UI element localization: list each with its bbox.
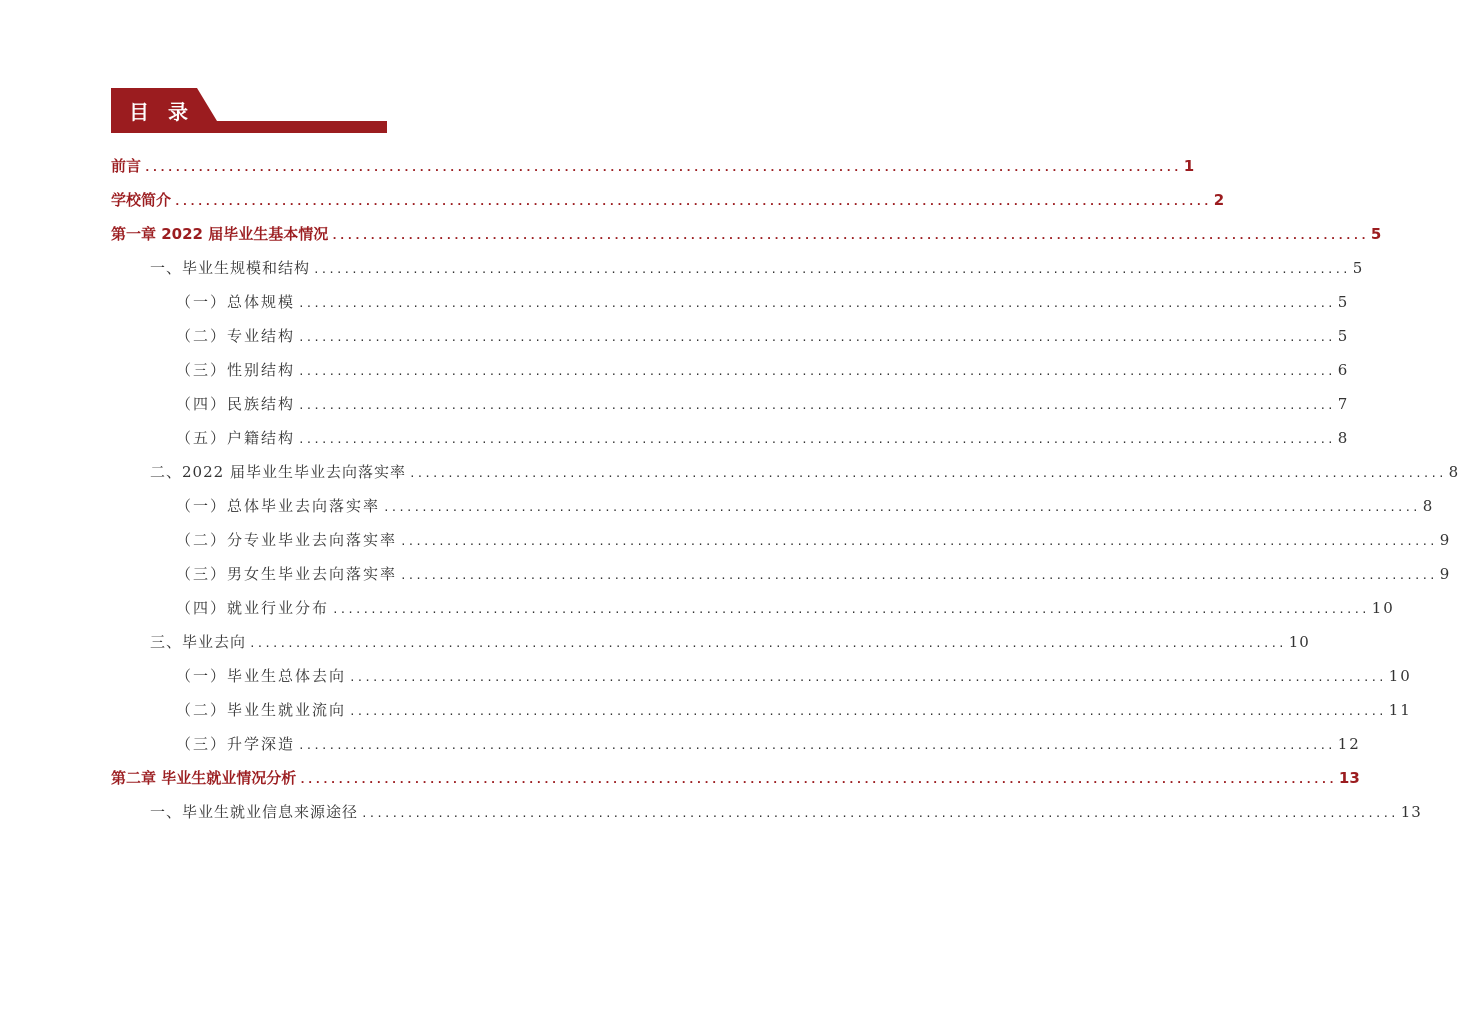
toc-entry-page: 6 [1337, 361, 1350, 379]
toc-leader-dots: ........................................................................................................................................ [298, 331, 1335, 344]
toc-entry-page: 5 [1337, 293, 1350, 311]
toc-entry-page: 5 [1352, 259, 1364, 277]
toc-entry-subsection[interactable] [176, 495, 1435, 517]
toc-entry-page: 10 [1388, 667, 1412, 685]
toc-leader-dots: ........................................................................................................................................ [298, 365, 1335, 378]
toc-entry-subsection[interactable] [176, 529, 1452, 551]
toc-entry-label: 第一章 2022 届毕业生基本情况 [111, 225, 329, 243]
toc-leader-dots: ........................................................................................................................................ [144, 161, 1181, 174]
toc-entry-page: 5 [1370, 225, 1382, 243]
toc-entry-subsection[interactable] [176, 665, 1412, 687]
toc-leader-dots: ........................................................................................................................................ [332, 603, 1369, 616]
toc-leader-dots: ........................................................................................................................................ [298, 433, 1335, 446]
toc-leader-dots: ........................................................................................................................................ [349, 705, 1386, 718]
toc-entry-section[interactable] [150, 801, 1422, 823]
toc-entry-subsection[interactable] [176, 359, 1350, 381]
toc-leader-dots: ........................................................................................................................................ [249, 637, 1286, 650]
toc-entry-label: （四）民族结构 [176, 395, 296, 413]
toc-entry-page: 5 [1337, 327, 1350, 345]
toc-entry-page: 10 [1371, 599, 1395, 617]
toc-entry-chapter-2[interactable] [111, 767, 1360, 789]
toc-entry-subsection[interactable] [176, 699, 1412, 721]
toc-entry-label: （二）分专业毕业去向落实率 [176, 531, 398, 549]
toc-entry-subsection[interactable] [176, 427, 1350, 449]
toc-leader-dots: ........................................................................................................................................ [361, 807, 1398, 820]
toc-entry-page: 7 [1337, 395, 1350, 413]
toc-entry-label: 二、2022 届毕业生毕业去向落实率 [150, 463, 406, 481]
toc-leader-dots: ........................................................................................................................................ [408, 467, 1446, 480]
toc-entry-label: 一、毕业生就业信息来源途径 [150, 803, 359, 821]
toc-entry-subsection[interactable] [176, 393, 1350, 415]
toc-leader-dots: ........................................................................................................................................ [400, 569, 1437, 582]
toc-leader-dots: ........................................................................................................................................ [298, 399, 1335, 412]
toc-entry-page: 11 [1388, 701, 1412, 719]
toc-entry-subsection[interactable] [176, 563, 1452, 585]
toc-entry-label: 第二章 毕业生就业情况分析 [111, 769, 297, 787]
toc-entry-label: （五）户籍结构 [176, 429, 296, 447]
toc-leader-dots: ........................................................................................................................................ [298, 297, 1335, 310]
toc-entry-chapter-1[interactable] [111, 223, 1382, 245]
toc-leader-dots: ........................................................................................................................................ [349, 671, 1386, 684]
toc-entry-label: （一）总体毕业去向落实率 [176, 497, 381, 515]
toc-entry-label: （二）毕业生就业流向 [176, 701, 347, 719]
toc-entry-page: 8 [1448, 463, 1459, 481]
toc-entry-subsection[interactable] [176, 597, 1395, 619]
toc-entry-label: （三）升学深造 [176, 735, 296, 753]
toc-leader-dots: ........................................................................................................................................ [313, 263, 1350, 276]
toc-entry-label: （四）就业行业分布 [176, 599, 330, 617]
toc-leader-dots: ........................................................................................................................................ [383, 501, 1420, 514]
toc-entry-page: 8 [1337, 429, 1350, 447]
toc-entry-section[interactable] [150, 257, 1364, 279]
toc-leader-dots: ........................................................................................................................................ [331, 229, 1368, 242]
toc-entry-label: （三）男女生毕业去向落实率 [176, 565, 398, 583]
toc-entry-label: （三）性别结构 [176, 361, 296, 379]
toc-entry-subsection[interactable] [176, 733, 1361, 755]
toc-entry-label: 三、毕业去向 [150, 633, 247, 651]
toc-entry-label: 一、毕业生规模和结构 [150, 259, 311, 277]
toc-entry-subsection[interactable] [176, 325, 1350, 347]
toc-entry-label: 前言 [111, 157, 142, 175]
toc-entry-preface[interactable] [111, 155, 1195, 177]
toc-entry-school-intro[interactable] [111, 189, 1225, 211]
toc-entry-section[interactable] [150, 461, 1459, 483]
page-title: 目 录 [129, 100, 194, 124]
toc-entry-page: 9 [1439, 565, 1452, 583]
toc-entry-section[interactable] [150, 631, 1310, 653]
toc-entry-page: 10 [1288, 633, 1310, 651]
toc-leader-dots: ........................................................................................................................................ [400, 535, 1437, 548]
toc-entry-label: （一）毕业生总体去向 [176, 667, 347, 685]
toc-entry-label: （一）总体规模 [176, 293, 296, 311]
toc-entry-label: （二）专业结构 [176, 327, 296, 345]
toc-entry-page: 12 [1337, 735, 1361, 753]
toc-entry-label: 学校简介 [111, 191, 172, 209]
toc-entry-page: 1 [1183, 157, 1195, 175]
toc-entry-subsection[interactable] [176, 291, 1350, 313]
toc-leader-dots: ........................................................................................................................................ [298, 739, 1335, 752]
toc-entry-page: 9 [1439, 531, 1452, 549]
toc-entry-page: 13 [1400, 803, 1422, 821]
toc-entry-page: 8 [1422, 497, 1435, 515]
toc-leader-dots: ........................................................................................................................................ [174, 195, 1211, 208]
toc-leader-dots: ........................................................................................................................................ [299, 773, 1336, 786]
toc-entry-page: 13 [1338, 769, 1360, 787]
toc-entry-page: 2 [1213, 191, 1225, 209]
